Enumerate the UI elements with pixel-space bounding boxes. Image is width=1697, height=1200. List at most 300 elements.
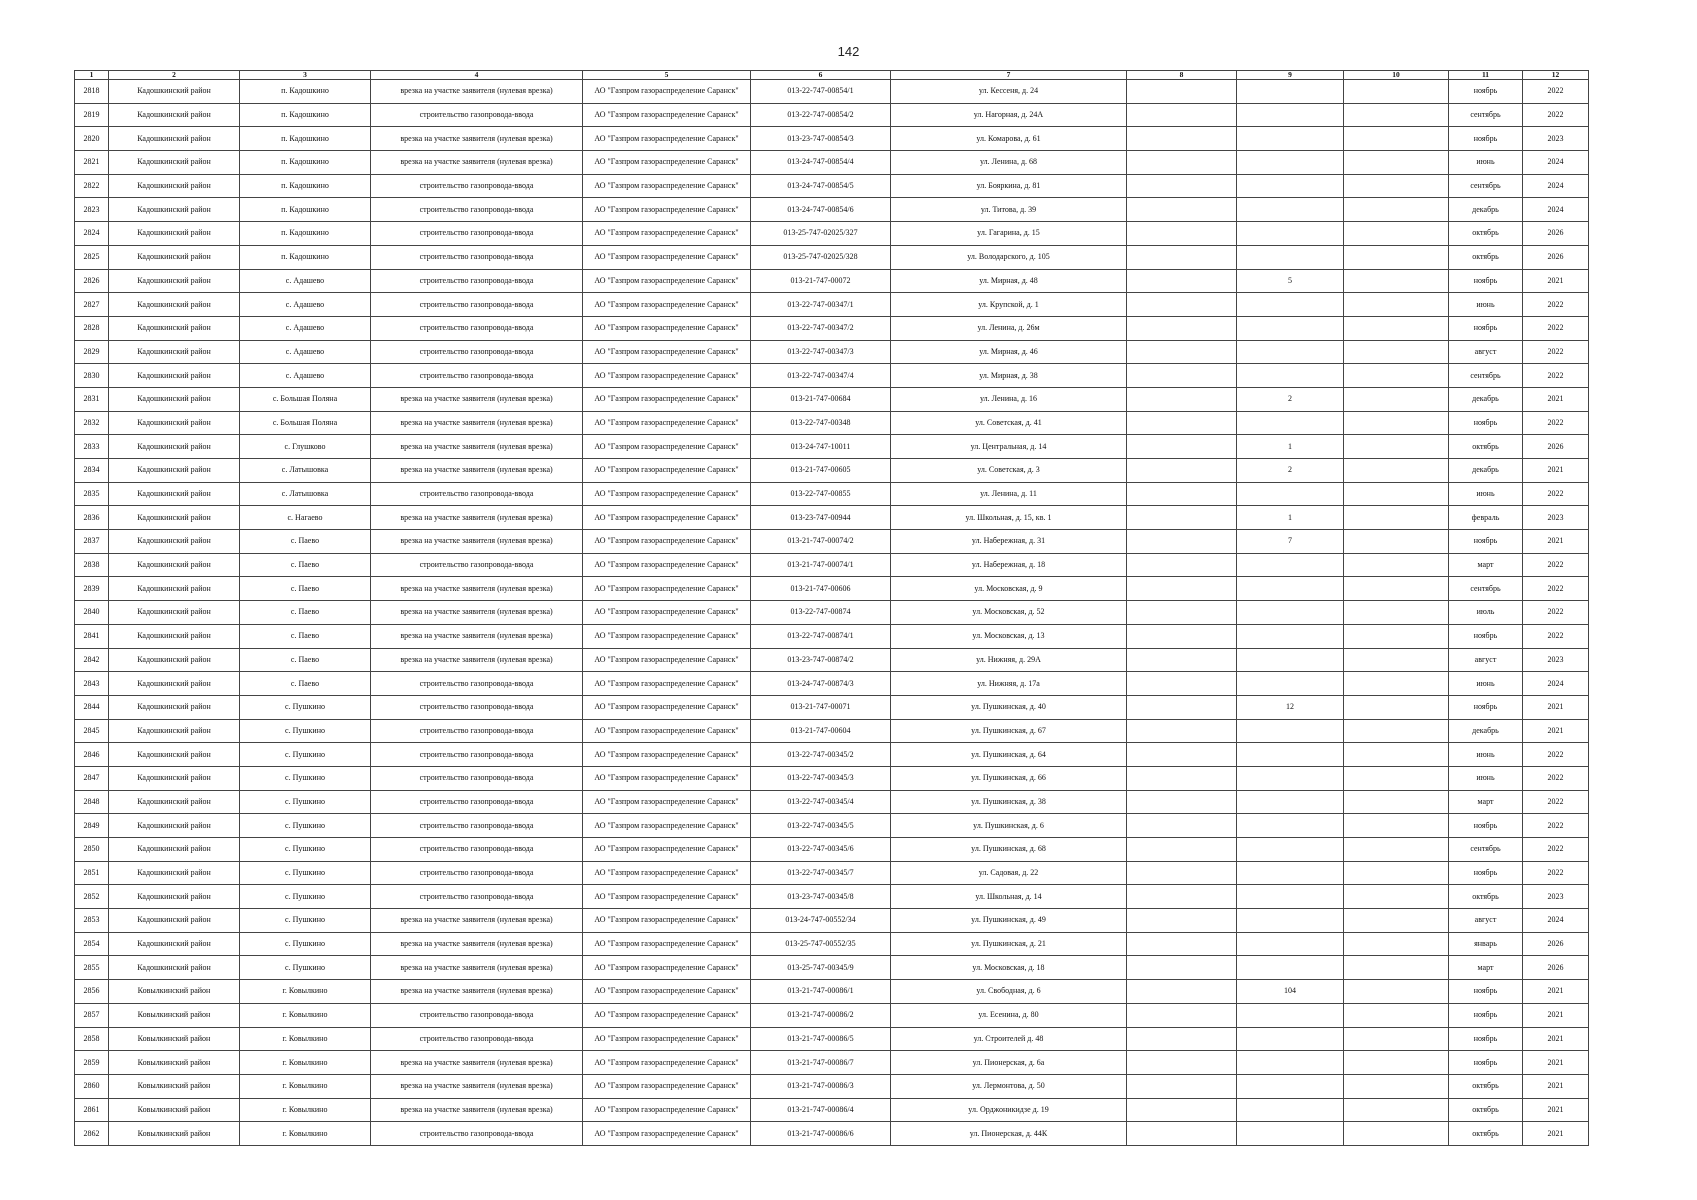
- col10-cell: [1344, 340, 1449, 364]
- address-cell: ул. Садовая, д. 22: [891, 861, 1127, 885]
- settlement-cell: с. Адашево: [240, 316, 371, 340]
- address-cell: ул. Пушкинская, д. 49: [891, 909, 1127, 933]
- settlement-cell: с. Адашево: [240, 340, 371, 364]
- organization-cell: АО "Газпром газораспределение Саранск": [583, 766, 751, 790]
- contract-number-cell: 013-21-747-00072: [751, 269, 891, 293]
- row-number-cell: 2855: [75, 956, 109, 980]
- table-row: [75, 956, 1589, 980]
- col9-cell: [1237, 932, 1344, 956]
- settlement-cell: с. Адашево: [240, 364, 371, 388]
- col8-cell: [1127, 482, 1237, 506]
- col9-cell: [1237, 577, 1344, 601]
- district-cell: Кадошкинский район: [109, 411, 240, 435]
- settlement-cell: с. Паево: [240, 601, 371, 625]
- table-row: [75, 411, 1589, 435]
- contract-number-cell: 013-24-747-00854/6: [751, 198, 891, 222]
- address-cell: ул. Бояркина, д. 81: [891, 174, 1127, 198]
- district-cell: Кадошкинский район: [109, 198, 240, 222]
- month-cell: октябрь: [1449, 435, 1523, 459]
- settlement-cell: с. Латышовка: [240, 459, 371, 483]
- work-type-cell: врезка на участке заявителя (нулевая врезка): [371, 506, 583, 530]
- table-row: [75, 1074, 1589, 1098]
- table-row: [75, 103, 1589, 127]
- organization-cell: АО "Газпром газораспределение Саранск": [583, 364, 751, 388]
- settlement-cell: с. Пушкино: [240, 719, 371, 743]
- col8-cell: [1127, 672, 1237, 696]
- col9-cell: [1237, 80, 1344, 104]
- year-cell: 2021: [1523, 387, 1589, 411]
- month-cell: декабрь: [1449, 459, 1523, 483]
- work-type-cell: строительство газопровода-ввода: [371, 316, 583, 340]
- work-type-cell: врезка на участке заявителя (нулевая врезка): [371, 459, 583, 483]
- settlement-cell: с. Пушкино: [240, 838, 371, 862]
- table-row: [75, 577, 1589, 601]
- month-cell: февраль: [1449, 506, 1523, 530]
- table-row: [75, 482, 1589, 506]
- settlement-cell: с. Пушкино: [240, 790, 371, 814]
- table-row: [75, 316, 1589, 340]
- col8-cell: [1127, 1074, 1237, 1098]
- month-cell: декабрь: [1449, 198, 1523, 222]
- row-number-cell: 2821: [75, 151, 109, 175]
- district-cell: Кадошкинский район: [109, 506, 240, 530]
- work-type-cell: врезка на участке заявителя (нулевая врезка): [371, 151, 583, 175]
- work-type-cell: строительство газопровода-ввода: [371, 364, 583, 388]
- col8-cell: [1127, 127, 1237, 151]
- work-type-cell: врезка на участке заявителя (нулевая врезка): [371, 411, 583, 435]
- column-header: 4: [371, 71, 583, 80]
- district-cell: Кадошкинский район: [109, 553, 240, 577]
- row-number-cell: 2819: [75, 103, 109, 127]
- year-cell: 2022: [1523, 624, 1589, 648]
- row-number-cell: 2830: [75, 364, 109, 388]
- col8-cell: [1127, 766, 1237, 790]
- address-cell: ул. Нижняя, д. 29А: [891, 648, 1127, 672]
- district-cell: Кадошкинский район: [109, 932, 240, 956]
- row-number-cell: 2858: [75, 1027, 109, 1051]
- col9-cell: [1237, 624, 1344, 648]
- year-cell: 2023: [1523, 506, 1589, 530]
- address-cell: ул. Мирная, д. 48: [891, 269, 1127, 293]
- table-row: [75, 1122, 1589, 1146]
- district-cell: Кадошкинский район: [109, 174, 240, 198]
- contract-number-cell: 013-21-747-00074/1: [751, 553, 891, 577]
- district-cell: Ковылкинский район: [109, 1074, 240, 1098]
- month-cell: октябрь: [1449, 1122, 1523, 1146]
- table-row: [75, 1027, 1589, 1051]
- row-number-cell: 2823: [75, 198, 109, 222]
- settlement-cell: с. Паево: [240, 672, 371, 696]
- settlement-cell: с. Пушкино: [240, 909, 371, 933]
- col9-cell: 7: [1237, 530, 1344, 554]
- year-cell: 2023: [1523, 885, 1589, 909]
- col8-cell: [1127, 1027, 1237, 1051]
- address-cell: ул. Орджоникидзе д. 19: [891, 1098, 1127, 1122]
- col9-cell: [1237, 411, 1344, 435]
- contract-number-cell: 013-22-747-00348: [751, 411, 891, 435]
- month-cell: октябрь: [1449, 222, 1523, 246]
- year-cell: 2024: [1523, 909, 1589, 933]
- data-table: [74, 70, 1589, 1146]
- organization-cell: АО "Газпром газораспределение Саранск": [583, 1098, 751, 1122]
- settlement-cell: с. Паево: [240, 577, 371, 601]
- organization-cell: АО "Газпром газораспределение Саранск": [583, 577, 751, 601]
- table-row: [75, 980, 1589, 1004]
- work-type-cell: врезка на участке заявителя (нулевая врезка): [371, 601, 583, 625]
- contract-number-cell: 013-21-747-00086/4: [751, 1098, 891, 1122]
- year-cell: 2021: [1523, 695, 1589, 719]
- organization-cell: АО "Газпром газораспределение Саранск": [583, 1122, 751, 1146]
- work-type-cell: строительство газопровода-ввода: [371, 766, 583, 790]
- col10-cell: [1344, 316, 1449, 340]
- col9-cell: [1237, 838, 1344, 862]
- work-type-cell: строительство газопровода-ввода: [371, 340, 583, 364]
- year-cell: 2021: [1523, 269, 1589, 293]
- contract-number-cell: 013-25-747-02025/327: [751, 222, 891, 246]
- month-cell: март: [1449, 956, 1523, 980]
- organization-cell: АО "Газпром газораспределение Саранск": [583, 553, 751, 577]
- settlement-cell: с. Паево: [240, 624, 371, 648]
- table-row: [75, 80, 1589, 104]
- address-cell: ул. Пушкинская, д. 21: [891, 932, 1127, 956]
- address-cell: ул. Московская, д. 9: [891, 577, 1127, 601]
- month-cell: октябрь: [1449, 1098, 1523, 1122]
- organization-cell: АО "Газпром газораспределение Саранск": [583, 1051, 751, 1075]
- address-cell: ул. Московская, д. 18: [891, 956, 1127, 980]
- col9-cell: [1237, 340, 1344, 364]
- month-cell: сентябрь: [1449, 103, 1523, 127]
- address-cell: ул. Мирная, д. 38: [891, 364, 1127, 388]
- work-type-cell: врезка на участке заявителя (нулевая врезка): [371, 624, 583, 648]
- district-cell: Кадошкинский район: [109, 624, 240, 648]
- contract-number-cell: 013-23-747-00854/3: [751, 127, 891, 151]
- address-cell: ул. Пушкинская, д. 68: [891, 838, 1127, 862]
- year-cell: 2022: [1523, 577, 1589, 601]
- settlement-cell: с. Паево: [240, 648, 371, 672]
- col9-cell: 1: [1237, 506, 1344, 530]
- col10-cell: [1344, 151, 1449, 175]
- year-cell: 2021: [1523, 530, 1589, 554]
- contract-number-cell: 013-24-747-00552/34: [751, 909, 891, 933]
- col8-cell: [1127, 387, 1237, 411]
- district-cell: Кадошкинский район: [109, 80, 240, 104]
- work-type-cell: строительство газопровода-ввода: [371, 861, 583, 885]
- col9-cell: [1237, 127, 1344, 151]
- month-cell: сентябрь: [1449, 174, 1523, 198]
- address-cell: ул. Пионерская, д. 44К: [891, 1122, 1127, 1146]
- address-cell: ул. Володарского, д. 105: [891, 245, 1127, 269]
- work-type-cell: строительство газопровода-ввода: [371, 482, 583, 506]
- organization-cell: АО "Газпром газораспределение Саранск": [583, 387, 751, 411]
- address-cell: ул. Нагорная, д. 24А: [891, 103, 1127, 127]
- table-row: [75, 814, 1589, 838]
- contract-number-cell: 013-21-747-00606: [751, 577, 891, 601]
- address-cell: ул. Школьная, д. 15, кв. 1: [891, 506, 1127, 530]
- organization-cell: АО "Газпром газораспределение Саранск": [583, 435, 751, 459]
- month-cell: ноябрь: [1449, 127, 1523, 151]
- col9-cell: [1237, 1074, 1344, 1098]
- address-cell: ул. Комарова, д. 61: [891, 127, 1127, 151]
- table-row: [75, 624, 1589, 648]
- work-type-cell: строительство газопровода-ввода: [371, 1027, 583, 1051]
- col10-cell: [1344, 980, 1449, 1004]
- col8-cell: [1127, 601, 1237, 625]
- address-cell: ул. Московская, д. 52: [891, 601, 1127, 625]
- year-cell: 2021: [1523, 1074, 1589, 1098]
- district-cell: Кадошкинский район: [109, 316, 240, 340]
- row-number-cell: 2842: [75, 648, 109, 672]
- table-row: [75, 932, 1589, 956]
- work-type-cell: строительство газопровода-ввода: [371, 814, 583, 838]
- col9-cell: [1237, 103, 1344, 127]
- organization-cell: АО "Газпром газораспределение Саранск": [583, 198, 751, 222]
- contract-number-cell: 013-24-747-00854/5: [751, 174, 891, 198]
- col10-cell: [1344, 506, 1449, 530]
- month-cell: октябрь: [1449, 1074, 1523, 1098]
- row-number-cell: 2848: [75, 790, 109, 814]
- col8-cell: [1127, 530, 1237, 554]
- month-cell: ноябрь: [1449, 1003, 1523, 1027]
- address-cell: ул. Набережная, д. 31: [891, 530, 1127, 554]
- column-header: 3: [240, 71, 371, 80]
- col9-cell: [1237, 174, 1344, 198]
- contract-number-cell: 013-22-747-00347/1: [751, 293, 891, 317]
- month-cell: сентябрь: [1449, 838, 1523, 862]
- col8-cell: [1127, 459, 1237, 483]
- col8-cell: [1127, 1051, 1237, 1075]
- table-row: [75, 1051, 1589, 1075]
- work-type-cell: врезка на участке заявителя (нулевая врезка): [371, 435, 583, 459]
- row-number-cell: 2837: [75, 530, 109, 554]
- month-cell: ноябрь: [1449, 530, 1523, 554]
- col10-cell: [1344, 672, 1449, 696]
- organization-cell: АО "Газпром газораспределение Саранск": [583, 672, 751, 696]
- district-cell: Кадошкинский район: [109, 743, 240, 767]
- work-type-cell: строительство газопровода-ввода: [371, 103, 583, 127]
- organization-cell: АО "Газпром газораспределение Саранск": [583, 127, 751, 151]
- organization-cell: АО "Газпром газораспределение Саранск": [583, 506, 751, 530]
- contract-number-cell: 013-22-747-00854/1: [751, 80, 891, 104]
- contract-number-cell: 013-25-747-02025/328: [751, 245, 891, 269]
- col9-cell: 5: [1237, 269, 1344, 293]
- table-row: [75, 553, 1589, 577]
- col8-cell: [1127, 269, 1237, 293]
- district-cell: Ковылкинский район: [109, 1003, 240, 1027]
- work-type-cell: врезка на участке заявителя (нулевая врезка): [371, 980, 583, 1004]
- table-row: [75, 861, 1589, 885]
- organization-cell: АО "Газпром газораспределение Саранск": [583, 932, 751, 956]
- organization-cell: АО "Газпром газораспределение Саранск": [583, 1003, 751, 1027]
- col10-cell: [1344, 601, 1449, 625]
- settlement-cell: п. Кадошкино: [240, 127, 371, 151]
- column-header: 5: [583, 71, 751, 80]
- work-type-cell: врезка на участке заявителя (нулевая врезка): [371, 909, 583, 933]
- col9-cell: [1237, 1051, 1344, 1075]
- col8-cell: [1127, 1122, 1237, 1146]
- col10-cell: [1344, 245, 1449, 269]
- district-cell: Кадошкинский район: [109, 482, 240, 506]
- row-number-cell: 2831: [75, 387, 109, 411]
- contract-number-cell: 013-22-747-00345/4: [751, 790, 891, 814]
- month-cell: июнь: [1449, 743, 1523, 767]
- work-type-cell: строительство газопровода-ввода: [371, 293, 583, 317]
- contract-number-cell: 013-21-747-00071: [751, 695, 891, 719]
- address-cell: ул. Ленина, д. 11: [891, 482, 1127, 506]
- address-cell: ул. Гагарина, д. 15: [891, 222, 1127, 246]
- year-cell: 2021: [1523, 719, 1589, 743]
- address-cell: ул. Пушкинская, д. 66: [891, 766, 1127, 790]
- row-number-cell: 2829: [75, 340, 109, 364]
- work-type-cell: строительство газопровода-ввода: [371, 269, 583, 293]
- col8-cell: [1127, 885, 1237, 909]
- organization-cell: АО "Газпром газораспределение Саранск": [583, 80, 751, 104]
- table-row: [75, 790, 1589, 814]
- work-type-cell: врезка на участке заявителя (нулевая врезка): [371, 80, 583, 104]
- organization-cell: АО "Газпром газораспределение Саранск": [583, 624, 751, 648]
- col10-cell: [1344, 577, 1449, 601]
- work-type-cell: врезка на участке заявителя (нулевая врезка): [371, 956, 583, 980]
- settlement-cell: с. Латышовка: [240, 482, 371, 506]
- settlement-cell: с. Пушкино: [240, 932, 371, 956]
- col8-cell: [1127, 577, 1237, 601]
- column-header: 2: [109, 71, 240, 80]
- col10-cell: [1344, 127, 1449, 151]
- district-cell: Ковылкинский район: [109, 1098, 240, 1122]
- district-cell: Ковылкинский район: [109, 1051, 240, 1075]
- row-number-cell: 2846: [75, 743, 109, 767]
- year-cell: 2021: [1523, 1003, 1589, 1027]
- district-cell: Кадошкинский район: [109, 909, 240, 933]
- table-row: [75, 506, 1589, 530]
- district-cell: Кадошкинский район: [109, 340, 240, 364]
- settlement-cell: с. Паево: [240, 530, 371, 554]
- row-number-cell: 2849: [75, 814, 109, 838]
- year-cell: 2022: [1523, 838, 1589, 862]
- col9-cell: [1237, 814, 1344, 838]
- col10-cell: [1344, 743, 1449, 767]
- district-cell: Кадошкинский район: [109, 151, 240, 175]
- col10-cell: [1344, 861, 1449, 885]
- district-cell: Ковылкинский район: [109, 980, 240, 1004]
- month-cell: ноябрь: [1449, 814, 1523, 838]
- col9-cell: [1237, 719, 1344, 743]
- col9-cell: [1237, 151, 1344, 175]
- col8-cell: [1127, 790, 1237, 814]
- address-cell: ул. Пушкинская, д. 40: [891, 695, 1127, 719]
- settlement-cell: г. Ковылкино: [240, 1027, 371, 1051]
- organization-cell: АО "Газпром газораспределение Саранск": [583, 316, 751, 340]
- work-type-cell: врезка на участке заявителя (нулевая врезка): [371, 1098, 583, 1122]
- col10-cell: [1344, 909, 1449, 933]
- work-type-cell: строительство газопровода-ввода: [371, 1003, 583, 1027]
- col8-cell: [1127, 506, 1237, 530]
- year-cell: 2024: [1523, 198, 1589, 222]
- month-cell: ноябрь: [1449, 269, 1523, 293]
- contract-number-cell: 013-21-747-00086/2: [751, 1003, 891, 1027]
- table-row: [75, 648, 1589, 672]
- contract-number-cell: 013-21-747-00086/3: [751, 1074, 891, 1098]
- row-number-cell: 2850: [75, 838, 109, 862]
- district-cell: Кадошкинский район: [109, 127, 240, 151]
- contract-number-cell: 013-22-747-00347/2: [751, 316, 891, 340]
- settlement-cell: г. Ковылкино: [240, 1122, 371, 1146]
- district-cell: Кадошкинский район: [109, 387, 240, 411]
- settlement-cell: с. Паево: [240, 553, 371, 577]
- district-cell: Кадошкинский район: [109, 885, 240, 909]
- row-number-cell: 2862: [75, 1122, 109, 1146]
- col10-cell: [1344, 1122, 1449, 1146]
- month-cell: ноябрь: [1449, 411, 1523, 435]
- col8-cell: [1127, 174, 1237, 198]
- district-cell: Кадошкинский район: [109, 103, 240, 127]
- address-cell: ул. Советская, д. 3: [891, 459, 1127, 483]
- col9-cell: [1237, 766, 1344, 790]
- month-cell: август: [1449, 648, 1523, 672]
- organization-cell: АО "Газпром газораспределение Саранск": [583, 814, 751, 838]
- settlement-cell: г. Ковылкино: [240, 1003, 371, 1027]
- col9-cell: [1237, 1003, 1344, 1027]
- year-cell: 2023: [1523, 648, 1589, 672]
- col10-cell: [1344, 293, 1449, 317]
- col8-cell: [1127, 553, 1237, 577]
- district-cell: Кадошкинский район: [109, 672, 240, 696]
- year-cell: 2022: [1523, 814, 1589, 838]
- settlement-cell: п. Кадошкино: [240, 80, 371, 104]
- organization-cell: АО "Газпром газораспределение Саранск": [583, 340, 751, 364]
- organization-cell: АО "Газпром газораспределение Саранск": [583, 174, 751, 198]
- year-cell: 2022: [1523, 80, 1589, 104]
- month-cell: октябрь: [1449, 885, 1523, 909]
- contract-number-cell: 013-22-747-00347/3: [751, 340, 891, 364]
- work-type-cell: строительство газопровода-ввода: [371, 198, 583, 222]
- year-cell: 2022: [1523, 766, 1589, 790]
- year-cell: 2022: [1523, 790, 1589, 814]
- col8-cell: [1127, 932, 1237, 956]
- organization-cell: АО "Газпром газораспределение Саранск": [583, 648, 751, 672]
- address-cell: ул. Школьная, д. 14: [891, 885, 1127, 909]
- col9-cell: [1237, 790, 1344, 814]
- district-cell: Кадошкинский район: [109, 790, 240, 814]
- table-row: [75, 269, 1589, 293]
- settlement-cell: с. Пушкино: [240, 814, 371, 838]
- col8-cell: [1127, 814, 1237, 838]
- row-number-cell: 2841: [75, 624, 109, 648]
- address-cell: ул. Центральная, д. 14: [891, 435, 1127, 459]
- column-header: 8: [1127, 71, 1237, 80]
- address-cell: ул. Советская, д. 41: [891, 411, 1127, 435]
- month-cell: ноябрь: [1449, 695, 1523, 719]
- address-cell: ул. Титова, д. 39: [891, 198, 1127, 222]
- district-cell: Кадошкинский район: [109, 766, 240, 790]
- row-number-cell: 2828: [75, 316, 109, 340]
- row-number-cell: 2840: [75, 601, 109, 625]
- contract-number-cell: 013-22-747-00345/7: [751, 861, 891, 885]
- col10-cell: [1344, 624, 1449, 648]
- contract-number-cell: 013-21-747-00086/5: [751, 1027, 891, 1051]
- address-cell: ул. Ленина, д. 68: [891, 151, 1127, 175]
- year-cell: 2022: [1523, 743, 1589, 767]
- table-row: [75, 222, 1589, 246]
- organization-cell: АО "Газпром газораспределение Саранск": [583, 293, 751, 317]
- work-type-cell: врезка на участке заявителя (нулевая врезка): [371, 648, 583, 672]
- col9-cell: [1237, 909, 1344, 933]
- organization-cell: АО "Газпром газораспределение Саранск": [583, 151, 751, 175]
- settlement-cell: п. Кадошкино: [240, 103, 371, 127]
- column-header: 10: [1344, 71, 1449, 80]
- month-cell: июнь: [1449, 293, 1523, 317]
- district-cell: Кадошкинский район: [109, 601, 240, 625]
- row-number-cell: 2859: [75, 1051, 109, 1075]
